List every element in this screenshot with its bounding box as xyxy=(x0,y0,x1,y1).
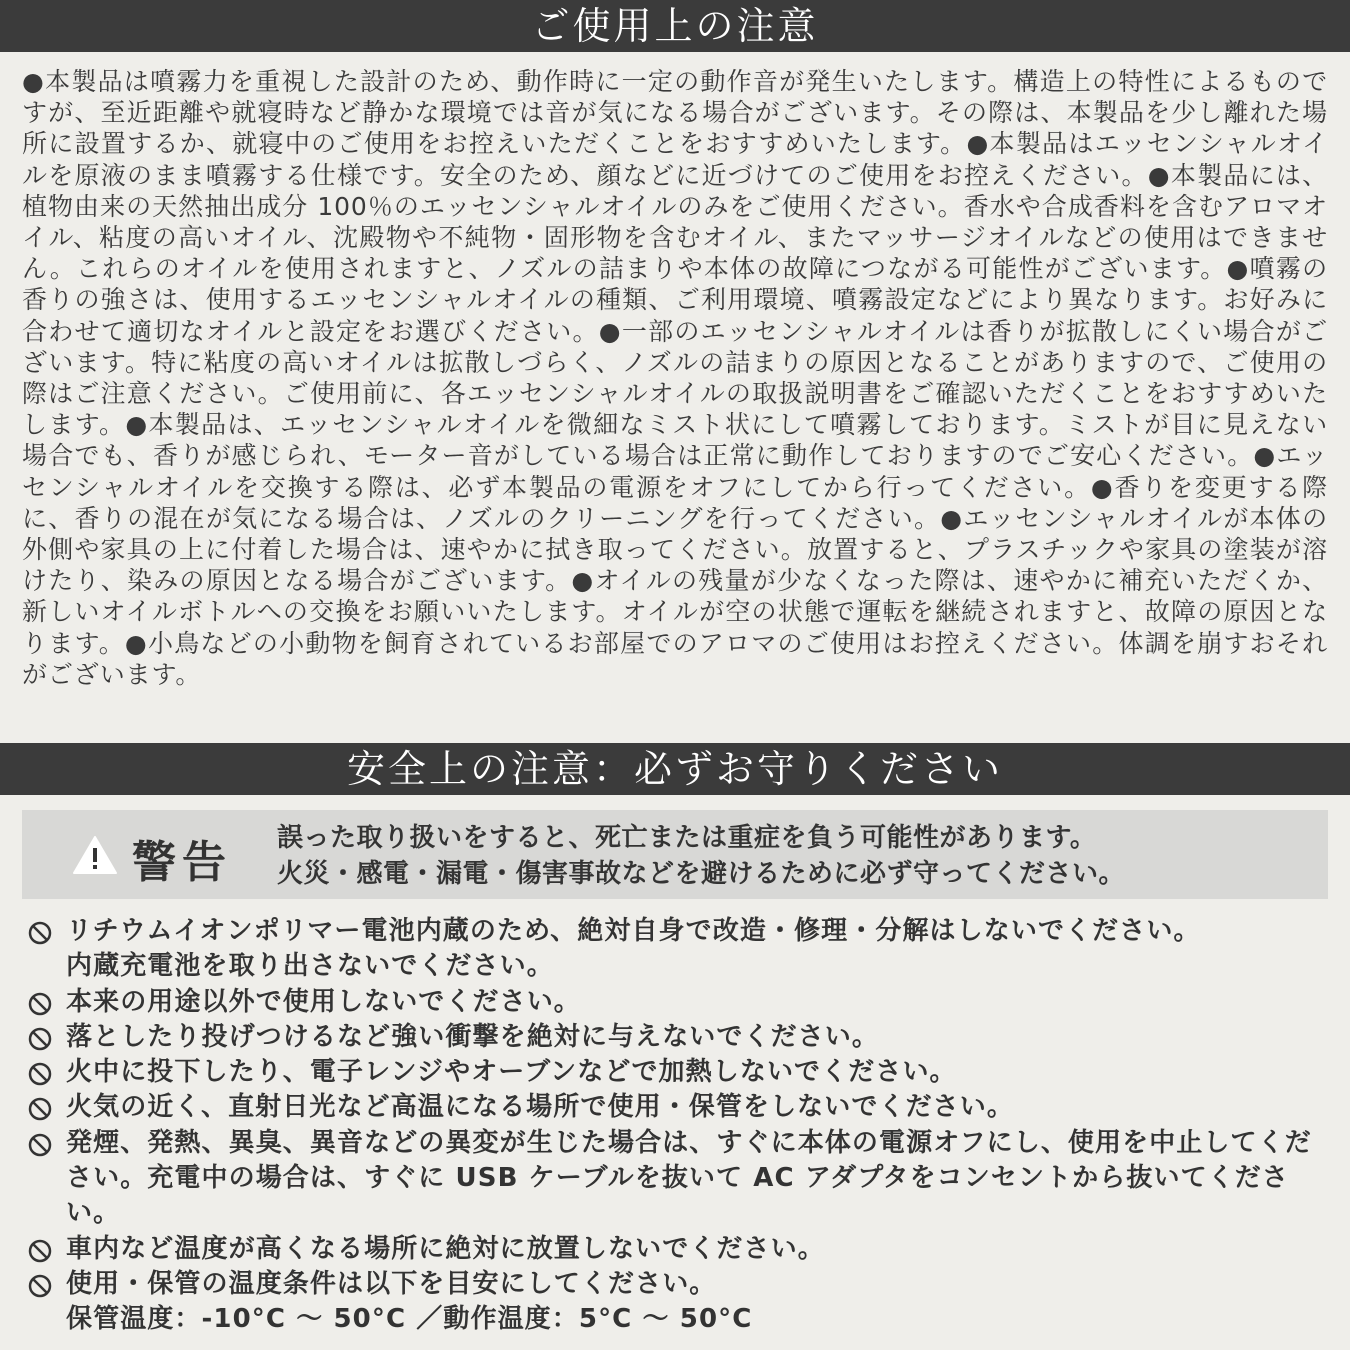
list-item xyxy=(28,1267,1328,1338)
section-header-usage-notes: ご使用上の注意 xyxy=(0,0,1350,52)
warning-triangle-icon xyxy=(72,835,118,879)
list-item xyxy=(28,1020,1328,1055)
rule-subtext: 内蔵充電池を取り出さないでください。 xyxy=(66,951,554,982)
safety-rules-list xyxy=(28,914,1328,1338)
rule-text: 使用・保管の温度条件は以下を目安にしてください。 xyxy=(66,1268,717,1299)
prohibition-icon xyxy=(28,1132,52,1167)
rule-text: リチウムイオンポリマー電池内蔵のため、絶対自身で改造・修理・分解はしないでください。 xyxy=(66,916,1201,946)
list-item xyxy=(28,1232,1328,1267)
prohibition-icon xyxy=(28,920,52,955)
warning-line-1: 誤った取り扱いをすると、死亡または重症を負う可能性があります。 xyxy=(277,823,1097,853)
prohibition-icon xyxy=(28,1273,52,1308)
rule-text: 車内など温度が高くなる場所に絶対に放置しないでください。 xyxy=(66,1233,825,1264)
list-item xyxy=(28,1090,1328,1125)
list-item xyxy=(28,985,1328,1020)
list-item xyxy=(28,1126,1328,1232)
warning-label: 警告 xyxy=(132,837,232,888)
list-item xyxy=(28,914,1328,985)
rule-text: 火中に投下したり、電子レンジやオーブンなどで加熱しないでください。 xyxy=(66,1057,957,1088)
rule-text: 落としたり投げつけるなど強い衝撃を絶対に与えないでください。 xyxy=(66,1021,880,1052)
rule-text: 発煙、発熱、異臭、異音などの異変が生じた場合は、すぐに本体の電源オフにし、使用を中止してください。充電中の場合は、すぐに USB ケーブルを抜いて AC アダプタをコンセントから抜いてください。 xyxy=(66,1127,1312,1229)
rule-text: 火気の近く、直射日光など高温になる場所で使用・保管をしないでください。 xyxy=(66,1092,1014,1123)
warning-message xyxy=(277,820,1125,892)
section-header-safety: 安全上の注意：必ずお守りください xyxy=(0,743,1350,795)
usage-notes-text: ●本製品は噴霧力を重視した設計のため、動作時に一定の動作音が発生いたします。構造上の特性によるものですが、至近距離や就寝時など静かな環境では音が気になる場合がございます。その際は、本製品を少し離れた場所に設置するか、就寝中のご使用をお控えいただくことをおすすめいたします。●本製品はエッセンシャルオイルを原液のまま噴霧する仕様です。安全のため、顔などに近づけてのご使用をお控えください。●本製品には、植物由来の天然抽出成分 100％のエッセンシャルオイルのみをご使用ください。香水や合成香料を含むアロマオイル、粘度の高いオイル、沈殿物や不純物・固形物を含むオイル、またマッサージオイルなどの使用はできません。これらのオイルを使用されますと、ノズルの詰まりや本体の故障につながる可能性がございます。●噴霧の香りの強さは、使用するエッセンシャルオイルの種類、ご利用環境、噴霧設定などにより異なります。お好みに合わせて適切なオイルと設定をお選びください。●一部のエッセンシャルオイルは香りが拡散しにくい場合がございます。特に粘度の高いオイルは拡散しづらく、ノズルの詰まりの原因となることがありますので、ご使用の際はご注意ください。ご使用前に、各エッセンシャルオイルの取扱説明書をご確認いただくことをおすすめいたします。●本製品は、エッセンシャルオイルを微細なミスト状にして噴霧しております。ミストが目に見えない場合でも、香りが感じられ、モーター音がしている場合は正常に動作しておりますのでご安心ください。●エッセンシャルオイルを交換する際は、必ず本製品の電源をオフにしてから行ってください。●香りを変更する際に、香りの混在が気になる場合は、ノズルのクリーニングを行ってください。●エッセンシャルオイルが本体の外側や家具の上に付着した場合は、速やかに拭き取ってください。放置すると、プラスチックや家具の塗装が溶けたり、染みの原因となる場合がございます。●オイルの残量が少なくなった際は、速やかに補充いただくか、新しいオイルボトルへの交換をお願いいたします。オイルが空の状態で運転を継続されますと、故障の原因となります。●小鳥などの小動物を飼育されているお部屋でのアロマのご使用はお控えください。体調を崩すおそれがございます。 xyxy=(22,67,1328,689)
warning-box xyxy=(22,810,1328,899)
list-item xyxy=(28,1055,1328,1090)
rule-text: 本来の用途以外で使用しないでください。 xyxy=(66,986,581,1017)
rule-subtext: 保管温度：-10°C 〜 50°C ／動作温度：5°C 〜 50°C xyxy=(66,1304,753,1335)
warning-line-2: 火災・感電・漏電・傷害事故などを避けるために必ず守ってください。 xyxy=(277,859,1126,889)
